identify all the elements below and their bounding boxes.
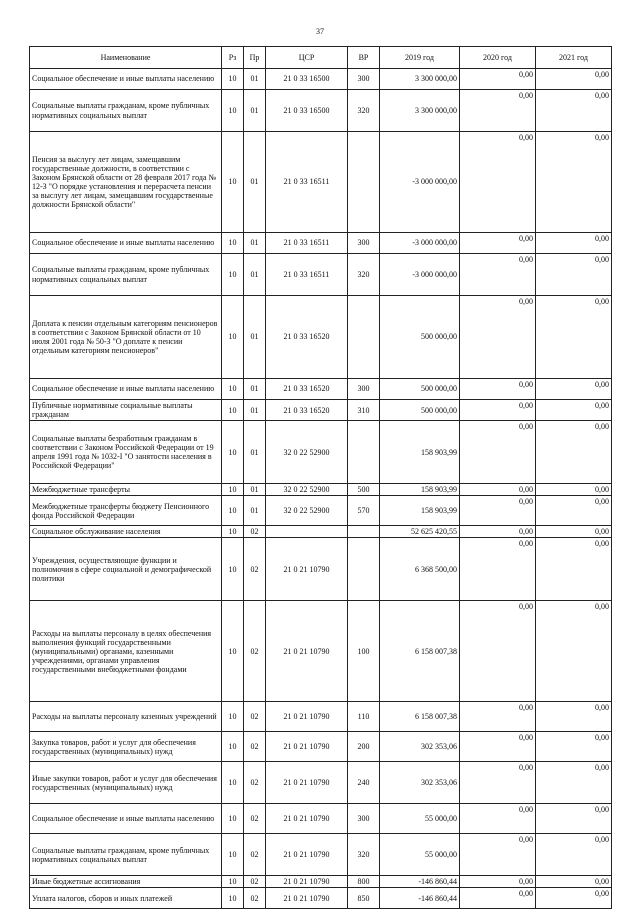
table-row (30, 702, 612, 732)
cell-2020: 0,00 (460, 233, 536, 254)
cell-2019: 55 000,00 (380, 804, 460, 834)
cell-2021: 0,00 (536, 69, 612, 90)
cell-2020: 0,00 (460, 254, 536, 296)
cell-2021: 0,00 (536, 496, 612, 526)
cell-csr: 21 0 21 10790 (266, 888, 348, 909)
cell-pr: 01 (244, 233, 266, 254)
cell-vr: 300 (348, 804, 380, 834)
table-row (30, 804, 612, 834)
cell-name: Социальное обеспечение и иные выплаты населению (30, 379, 222, 400)
table-row (30, 538, 612, 601)
table-row (30, 876, 612, 888)
cell-name: Закупка товаров, работ и услуг для обеспечения государственных (муниципальных) нужд (30, 732, 222, 762)
cell-rz: 10 (222, 421, 244, 484)
cell-vr (348, 296, 380, 379)
cell-rz: 10 (222, 762, 244, 804)
table-row (30, 90, 612, 132)
cell-csr: 21 0 33 16500 (266, 90, 348, 132)
table-row (30, 379, 612, 400)
cell-2020: 0,00 (460, 132, 536, 233)
cell-2019: 6 368 500,00 (380, 538, 460, 601)
table-row (30, 233, 612, 254)
cell-name: Социальные выплаты гражданам, кроме публичных нормативных социальных выплат (30, 90, 222, 132)
col-header-2020: 2020 год (460, 47, 536, 69)
cell-vr (348, 421, 380, 484)
cell-rz: 10 (222, 69, 244, 90)
cell-2020: 0,00 (460, 484, 536, 496)
table-row (30, 69, 612, 90)
table-row (30, 762, 612, 804)
cell-2019: 158 903,99 (380, 484, 460, 496)
cell-2021: 0,00 (536, 421, 612, 484)
cell-2019: 500 000,00 (380, 296, 460, 379)
col-header-csr: ЦСР (266, 47, 348, 69)
cell-2019: 6 158 007,38 (380, 601, 460, 702)
cell-name: Социальные выплаты безработным гражданам в соответствии с Законом Российской Федерации от 19 апреля 1991 года № 1032-I "О занятости населения в Российской Федерации" (30, 421, 222, 484)
cell-2020: 0,00 (460, 379, 536, 400)
cell-rz: 10 (222, 233, 244, 254)
cell-name: Доплата к пенсии отдельным категориям пенсионеров в соответствии с Законом Брянской области от 10 июля 2001 года № 50-З "О доплате к пенсии отдельным категориям пенсионеров" (30, 296, 222, 379)
cell-name: Социальные выплаты гражданам, кроме публичных нормативных социальных выплат (30, 254, 222, 296)
cell-vr: 320 (348, 90, 380, 132)
cell-2020: 0,00 (460, 421, 536, 484)
cell-2020: 0,00 (460, 69, 536, 90)
cell-vr: 200 (348, 732, 380, 762)
table-row (30, 888, 612, 909)
cell-2021: 0,00 (536, 233, 612, 254)
cell-2021: 0,00 (536, 804, 612, 834)
cell-rz: 10 (222, 296, 244, 379)
cell-pr: 02 (244, 888, 266, 909)
cell-pr: 02 (244, 804, 266, 834)
cell-rz: 10 (222, 484, 244, 496)
table-row (30, 296, 612, 379)
cell-2021: 0,00 (536, 379, 612, 400)
cell-2019: 6 158 007,38 (380, 702, 460, 732)
col-header-2019: 2019 год (380, 47, 460, 69)
cell-name: Иные бюджетные ассигнования (30, 876, 222, 888)
cell-pr: 01 (244, 421, 266, 484)
cell-2019: 158 903,99 (380, 421, 460, 484)
col-header-name: Наименование (30, 47, 222, 69)
cell-2019: 55 000,00 (380, 834, 460, 876)
cell-pr: 01 (244, 132, 266, 233)
cell-pr: 01 (244, 296, 266, 379)
cell-2020: 0,00 (460, 804, 536, 834)
cell-rz: 10 (222, 834, 244, 876)
budget-table (29, 46, 612, 909)
table-row (30, 484, 612, 496)
cell-2020: 0,00 (460, 90, 536, 132)
cell-pr: 02 (244, 601, 266, 702)
cell-csr: 21 0 21 10790 (266, 804, 348, 834)
cell-2019: 302 353,06 (380, 732, 460, 762)
cell-name: Расходы на выплаты персоналу в целях обеспечения выполнения функций государственными (муниципальными) органами, казенными учреждениями, органами управления государственными внебюджетными фондами (30, 601, 222, 702)
cell-2019: 158 903,99 (380, 496, 460, 526)
cell-rz: 10 (222, 538, 244, 601)
cell-pr: 01 (244, 90, 266, 132)
cell-pr: 02 (244, 834, 266, 876)
cell-vr: 300 (348, 233, 380, 254)
cell-name: Социальное обеспечение и иные выплаты населению (30, 804, 222, 834)
cell-pr: 01 (244, 496, 266, 526)
cell-csr: 21 0 21 10790 (266, 834, 348, 876)
cell-vr: 310 (348, 400, 380, 421)
col-header-pr: Пр (244, 47, 266, 69)
table-header (30, 47, 612, 69)
cell-2019: -3 000 000,00 (380, 254, 460, 296)
cell-pr: 02 (244, 732, 266, 762)
table-row (30, 132, 612, 233)
cell-rz: 10 (222, 702, 244, 732)
col-header-2021: 2021 год (536, 47, 612, 69)
cell-2020: 0,00 (460, 834, 536, 876)
cell-rz: 10 (222, 526, 244, 538)
table-row (30, 254, 612, 296)
cell-rz: 10 (222, 601, 244, 702)
cell-2019: 500 000,00 (380, 379, 460, 400)
cell-2019: -3 000 000,00 (380, 233, 460, 254)
cell-csr: 21 0 21 10790 (266, 732, 348, 762)
col-header-vr: ВР (348, 47, 380, 69)
cell-rz: 10 (222, 496, 244, 526)
cell-pr: 02 (244, 538, 266, 601)
cell-2019: 3 300 000,00 (380, 69, 460, 90)
cell-2020: 0,00 (460, 538, 536, 601)
page-number: 37 (316, 27, 324, 36)
cell-rz: 10 (222, 132, 244, 233)
cell-rz: 10 (222, 90, 244, 132)
cell-pr: 01 (244, 69, 266, 90)
cell-2019: 52 625 420,55 (380, 526, 460, 538)
cell-2019: -146 860,44 (380, 888, 460, 909)
cell-csr: 32 0 22 52900 (266, 496, 348, 526)
cell-vr: 500 (348, 484, 380, 496)
cell-2021: 0,00 (536, 538, 612, 601)
cell-rz: 10 (222, 888, 244, 909)
cell-pr: 01 (244, 484, 266, 496)
cell-vr: 570 (348, 496, 380, 526)
table-row (30, 526, 612, 538)
table-row (30, 601, 612, 702)
cell-2021: 0,00 (536, 888, 612, 909)
cell-pr: 02 (244, 526, 266, 538)
cell-csr: 21 0 33 16520 (266, 400, 348, 421)
cell-vr (348, 132, 380, 233)
cell-2021: 0,00 (536, 526, 612, 538)
cell-2021: 0,00 (536, 876, 612, 888)
cell-name: Уплата налогов, сборов и иных платежей (30, 888, 222, 909)
cell-csr (266, 526, 348, 538)
table-row (30, 834, 612, 876)
cell-2020: 0,00 (460, 496, 536, 526)
cell-2021: 0,00 (536, 834, 612, 876)
cell-vr (348, 538, 380, 601)
cell-2021: 0,00 (536, 254, 612, 296)
cell-2019: -146 860,44 (380, 876, 460, 888)
cell-2020: 0,00 (460, 888, 536, 909)
cell-csr: 21 0 21 10790 (266, 876, 348, 888)
cell-rz: 10 (222, 804, 244, 834)
cell-vr: 850 (348, 888, 380, 909)
table-row (30, 400, 612, 421)
cell-vr: 800 (348, 876, 380, 888)
cell-name: Публичные нормативные социальные выплаты гражданам (30, 400, 222, 421)
table-row (30, 421, 612, 484)
cell-2020: 0,00 (460, 702, 536, 732)
cell-2021: 0,00 (536, 762, 612, 804)
cell-csr: 21 0 33 16500 (266, 69, 348, 90)
cell-csr: 32 0 22 52900 (266, 421, 348, 484)
cell-csr: 21 0 21 10790 (266, 762, 348, 804)
cell-name: Социальное обеспечение и иные выплаты населению (30, 69, 222, 90)
cell-name: Социальное обслуживание населения (30, 526, 222, 538)
cell-2021: 0,00 (536, 296, 612, 379)
cell-2021: 0,00 (536, 400, 612, 421)
cell-2020: 0,00 (460, 732, 536, 762)
cell-2021: 0,00 (536, 601, 612, 702)
cell-vr: 110 (348, 702, 380, 732)
cell-csr: 21 0 21 10790 (266, 702, 348, 732)
cell-2020: 0,00 (460, 876, 536, 888)
cell-vr: 320 (348, 834, 380, 876)
cell-2020: 0,00 (460, 762, 536, 804)
cell-csr: 32 0 22 52900 (266, 484, 348, 496)
cell-pr: 01 (244, 254, 266, 296)
cell-rz: 10 (222, 732, 244, 762)
cell-2021: 0,00 (536, 702, 612, 732)
cell-rz: 10 (222, 379, 244, 400)
col-header-rz: Рз (222, 47, 244, 69)
cell-csr: 21 0 33 16511 (266, 233, 348, 254)
cell-rz: 10 (222, 876, 244, 888)
cell-name: Пенсия за выслугу лет лицам, замещавшим государственные должности, в соответствии с Законом Брянской области от 28 февраля 2017 года № 12-З "О порядке установления и перерасчета пенсии за выслугу лет лицам, замещавшим государственные должности Брянской области" (30, 132, 222, 233)
cell-pr: 02 (244, 762, 266, 804)
cell-vr: 100 (348, 601, 380, 702)
cell-2019: 302 353,06 (380, 762, 460, 804)
cell-2020: 0,00 (460, 526, 536, 538)
cell-csr: 21 0 33 16511 (266, 132, 348, 233)
cell-pr: 01 (244, 379, 266, 400)
cell-pr: 02 (244, 702, 266, 732)
cell-2019: 500 000,00 (380, 400, 460, 421)
cell-csr: 21 0 21 10790 (266, 538, 348, 601)
cell-name: Социальное обеспечение и иные выплаты населению (30, 233, 222, 254)
cell-2020: 0,00 (460, 296, 536, 379)
cell-name: Межбюджетные трансферты (30, 484, 222, 496)
cell-2021: 0,00 (536, 484, 612, 496)
table-body (30, 69, 612, 909)
cell-2020: 0,00 (460, 400, 536, 421)
cell-2019: 3 300 000,00 (380, 90, 460, 132)
table-row (30, 496, 612, 526)
cell-name: Иные закупки товаров, работ и услуг для обеспечения государственных (муниципальных) нужд (30, 762, 222, 804)
cell-2019: -3 000 000,00 (380, 132, 460, 233)
table-row (30, 732, 612, 762)
cell-csr: 21 0 33 16511 (266, 254, 348, 296)
cell-vr: 240 (348, 762, 380, 804)
cell-pr: 01 (244, 400, 266, 421)
header-row (30, 47, 612, 69)
cell-csr: 21 0 33 16520 (266, 379, 348, 400)
cell-csr: 21 0 33 16520 (266, 296, 348, 379)
cell-csr: 21 0 21 10790 (266, 601, 348, 702)
cell-vr: 320 (348, 254, 380, 296)
cell-vr: 300 (348, 69, 380, 90)
cell-rz: 10 (222, 400, 244, 421)
cell-2020: 0,00 (460, 601, 536, 702)
cell-rz: 10 (222, 254, 244, 296)
cell-name: Межбюджетные трансферты бюджету Пенсионного фонда Российской Федерации (30, 496, 222, 526)
cell-name: Расходы на выплаты персоналу казенных учреждений (30, 702, 222, 732)
cell-name: Учреждения, осуществляющие функции и полномочия в сфере социальной и демографической политики (30, 538, 222, 601)
cell-2021: 0,00 (536, 90, 612, 132)
cell-name: Социальные выплаты гражданам, кроме публичных нормативных социальных выплат (30, 834, 222, 876)
cell-2021: 0,00 (536, 732, 612, 762)
cell-vr (348, 526, 380, 538)
cell-2021: 0,00 (536, 132, 612, 233)
cell-vr: 300 (348, 379, 380, 400)
cell-pr: 02 (244, 876, 266, 888)
